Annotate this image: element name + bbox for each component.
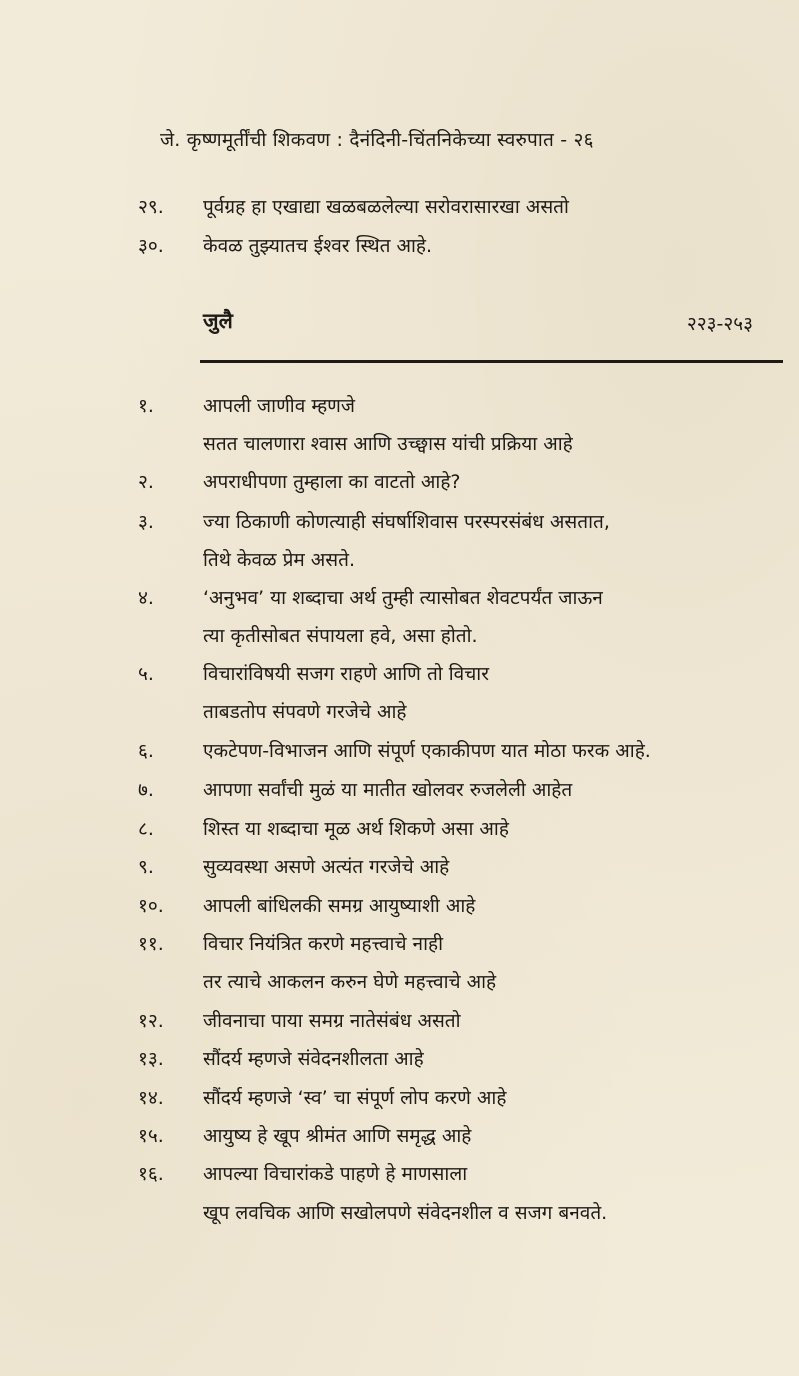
item-number: ७. — [138, 779, 154, 801]
item-text: सतत चालणारा श्वास आणि उच्छ्वास यांची प्रक्रिया आहे — [203, 433, 573, 455]
item-text: आपली जाणीव म्हणजे — [203, 395, 355, 417]
item-text: आपल्या विचारांकडे पाहणे हे माणसाला — [203, 1163, 468, 1185]
item-number: १४. — [138, 1087, 164, 1109]
item-text: ‘अनुभव’ या शब्दाचा अर्थ तुम्ही त्यासोबत शेवटपर्यंत जाऊन — [203, 587, 603, 609]
item-number: ९. — [138, 856, 154, 878]
section-month-heading: जुलै — [203, 309, 233, 333]
item-text: अपराधीपणा तुम्हाला का वाटतो आहे? — [203, 471, 461, 493]
item-number: ३. — [138, 511, 154, 533]
item-text: आयुष्य हे खूप श्रीमंत आणि समृद्ध आहे — [203, 1125, 472, 1147]
item-number: १६. — [138, 1163, 164, 1185]
item-text: एकटेपण-विभाजन आणि संपूर्ण एकाकीपण यात मोठा फरक आहे. — [203, 740, 651, 762]
item-number: १२. — [138, 1010, 164, 1032]
section-divider — [200, 360, 783, 363]
item-text: शिस्त या शब्दाचा मूळ अर्थ शिकणे असा आहे — [203, 818, 509, 840]
item-number: २९. — [138, 196, 164, 218]
item-number: ११. — [138, 933, 164, 955]
running-head: जे. कृष्णमूर्तींची शिकवण : दैनंदिनी-चिंतनिकेच्या स्वरुपात - २६ — [160, 129, 594, 151]
item-text: सुव्यवस्था असणे अत्यंत गरजेचे आहे — [203, 856, 450, 878]
item-text: तिथे केवळ प्रेम असते. — [203, 549, 356, 571]
item-text: सौंदर्य म्हणजे संवेदनशीलता आहे — [203, 1048, 424, 1070]
item-text: त्या कृतीसोबत संपायला हवे, असा होतो. — [203, 625, 478, 647]
item-text: ज्या ठिकाणी कोणत्याही संघर्षाशिवास परस्परसंबंध असतात, — [203, 511, 610, 533]
item-number: ३०. — [138, 235, 164, 257]
item-number: १३. — [138, 1048, 164, 1070]
item-text: विचार नियंत्रित करणे महत्त्वाचे नाही — [203, 933, 444, 955]
item-text: केवळ तुझ्यातच ईश्वर स्थित आहे. — [203, 235, 433, 257]
item-text: आपली बांधिलकी समग्र आयुष्याशी आहे — [203, 895, 476, 917]
item-text: जीवनाचा पाया समग्र नातेसंबंध असतो — [203, 1010, 461, 1032]
item-number: ५. — [138, 663, 154, 685]
item-number: १५. — [138, 1125, 164, 1147]
item-number: १०. — [138, 895, 164, 917]
item-text: सौंदर्य म्हणजे ‘स्व’ चा संपूर्ण लोप करणे आहे — [203, 1087, 507, 1109]
item-number: २. — [138, 471, 154, 493]
section-page-range: २२३-२५३ — [686, 313, 753, 335]
item-text: विचारांविषयी सजग राहणे आणि तो विचार — [203, 663, 489, 685]
item-number: १. — [138, 395, 154, 417]
item-text: तर त्याचे आकलन करुन घेणे महत्त्वाचे आहे — [203, 971, 497, 993]
item-text: आपणा सर्वांची मुळं या मातीत खोलवर रुजलेली आहेत — [203, 779, 573, 801]
item-text: पूर्वग्रह हा एखाद्या खळबळलेल्या सरोवरासारखा असतो — [203, 196, 569, 218]
item-number: ६. — [138, 740, 154, 762]
item-text: खूप लवचिक आणि सखोलपणे संवेदनशील व सजग बनवते. — [203, 1202, 608, 1224]
item-text: ताबडतोप संपवणे गरजेचे आहे — [203, 701, 407, 723]
item-number: ४. — [138, 587, 154, 609]
item-number: ८. — [138, 818, 154, 840]
